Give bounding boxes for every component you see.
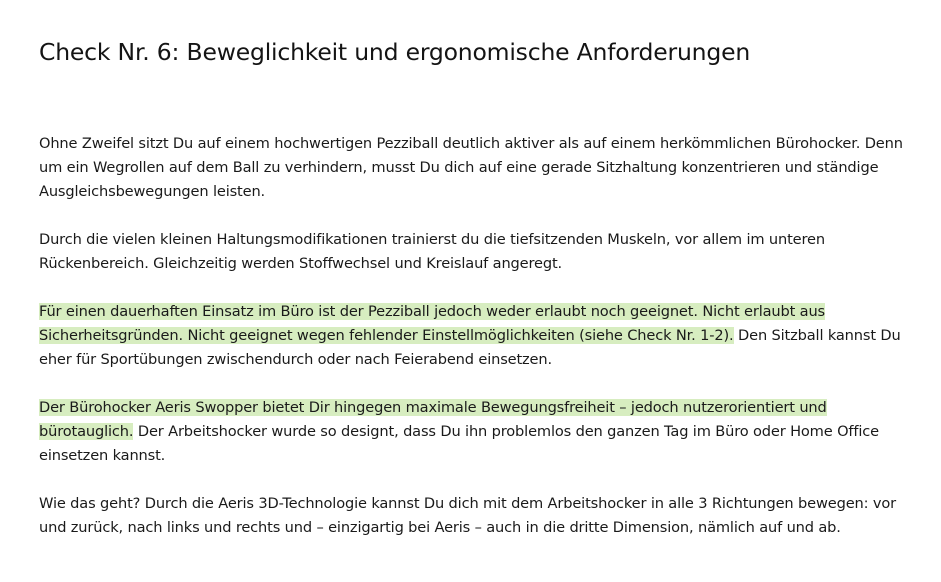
paragraph-5: Wie das geht? Durch die Aeris 3D-Technologie kannst Du dich mit dem Arbeitshocker in alle 3 Richtungen bewegen: vor und zurück, nach links und rechts und – einzigartig bei Aeris – auch in die dritte Dimension, nämlich auf und ab. — [39, 495, 896, 536]
highlighted-text: Für einen dauerhaften Einsatz im Büro ist der Pezziball jedoch weder erlaubt noch geeignet. Nicht erlaubt aus Sicherheitsgründen. Nicht geeignet wegen fehlender Einstellmöglichkeiten (siehe Check Nr. 1-2). — [39, 303, 826, 344]
section-title: Check Nr. 6: Beweglichkeit und ergonomische Anforderungen — [39, 38, 751, 66]
highlighted-text: Der Bürohocker Aeris Swopper bietet Dir hingegen maximale Bewegungsfreiheit – jedoch nutzerorientiert und bürotauglich. — [39, 399, 827, 440]
paragraph-4-rest: Der Arbeitshocker wurde so designt, dass Du ihn problemlos den ganzen Tag im Büro oder Home Office einsetzen kannst. — [39, 423, 879, 464]
paragraph-2: Durch die vielen kleinen Haltungsmodifikationen trainierst du die tiefsitzenden Muskeln, vor allem im unteren Rückenbereich. Gleichzeitig werden Stoffwechsel und Kreislauf angeregt. — [39, 231, 825, 272]
article-body — [39, 132, 905, 564]
paragraph-3 — [39, 300, 905, 372]
paragraph-4 — [39, 396, 905, 468]
paragraph-3-rest: Den Sitzball kannst Du eher für Sportübungen zwischendurch oder nach Feierabend einsetzen. — [39, 327, 901, 368]
paragraph-1: Ohne Zweifel sitzt Du auf einem hochwertigen Pezziball deutlich aktiver als auf einem herkömmlichen Bürohocker. Denn um ein Wegrollen auf dem Ball zu verhindern, musst Du dich auf eine gerade Sitzhaltung konzentrieren und ständige Ausgleichsbewegungen leisten. — [39, 135, 903, 200]
